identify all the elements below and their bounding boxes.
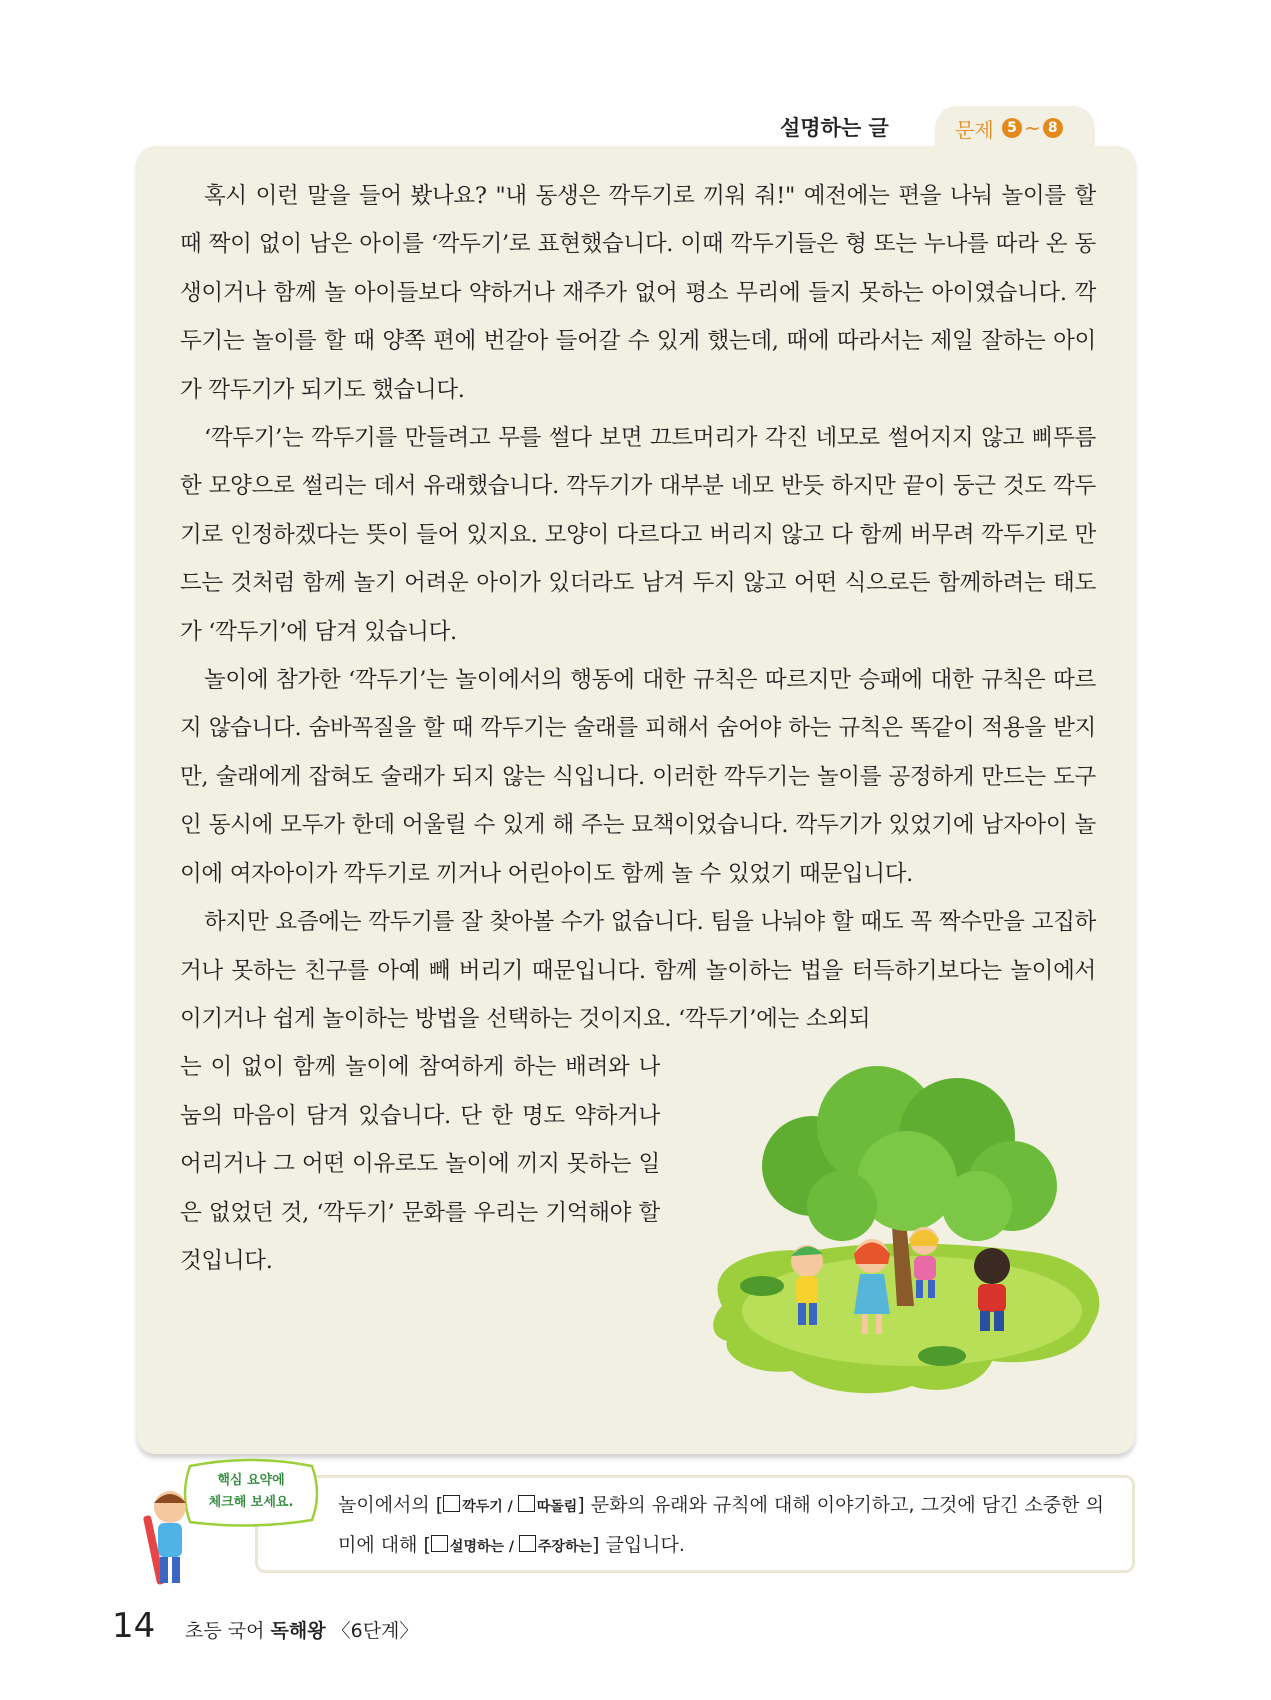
option-a-separator: / [502, 1499, 518, 1515]
option-a1-checkbox[interactable] [443, 1495, 460, 1512]
option-a1-label: 깍두기 [462, 1499, 503, 1515]
option-b2-checkbox[interactable] [519, 1535, 536, 1552]
problem-label: 문제 [955, 117, 994, 142]
summary-part1: 놀이에서의 [ [338, 1494, 444, 1516]
children-tree-illustration [692, 1056, 1112, 1416]
paragraph-2: ‘깍두기’는 깍두기를 만들려고 무를 썰다 보면 끄트머리가 각진 네모로 썰어지지 않고 삐뚜름한 모양으로 썰리는 데서 유래했습니다. 깍두기가 대부분 네모 반듯 하지만 끝이 둥근 것도 깍두기로 인정하겠다는 뜻이 들어 있지요. 모양이 다르다고 버리지 않고 다 함께 버무려 깍두기로 만드는 것처럼 함께 놀기 어려운 아이가 있더라도 남겨 두지 않고 어떤 식으로든 함께하려는 태도가 ‘깍두기’에 담겨 있습니다. [180, 425, 1096, 645]
paragraph-1: 혹시 이런 말을 들어 봤나요? "내 동생은 깍두기로 끼워 줘!" 예전에는 편을 나눠 놀이를 할 때 짝이 없이 남은 아이를 ‘깍두기’로 표현했습니다. 이때 깍두기들은 형 또는 누나를 따라 온 동생이거나 함께 놀 아이들보다 약하거나 재주가 없어 평소 무리에 들지 못하는 아이였습니다. 깍두기는 놀이를 할 때 양쪽 편에 번갈아 들어갈 수 있게 했는데, 때에 따라서는 제일 잘하는 아이가 깍두기가 되기도 했습니다. [180, 183, 1096, 403]
bubble-text [186, 1470, 316, 1514]
book-title [185, 1616, 418, 1643]
genre-label: 설명하는 글 [780, 116, 889, 140]
book-level: 〈6단계〉 [331, 1620, 419, 1642]
book-prefix: 초등 국어 [185, 1620, 271, 1642]
paragraph-3: 놀이에 참가한 ‘깍두기’는 놀이에서의 행동에 대한 규칙은 따르지만 승패에 대한 규칙은 따르지 않습니다. 숨바꼭질을 할 때 깍두기는 술래를 피해서 숨어야 하는 규칙은 똑같이 적용을 받지만, 술래에게 잡혀도 술래가 되지 않는 식입니다. 이러한 깍두기는 놀이를 공정하게 만드는 도구인 동시에 모두가 한데 어울릴 수 있게 해 주는 묘책이었습니다. 깍두기가 있었기에 남자아이 놀이에 여자아이가 깍두기로 끼거나 어린아이도 함께 놀 수 있었기 때문입니다. [180, 667, 1096, 887]
option-b1-checkbox[interactable] [431, 1535, 448, 1552]
summary-part3: ] 글입니다. [592, 1534, 685, 1556]
option-b1-label: 설명하는 [449, 1539, 505, 1555]
book-title-bold: 독해왕 [270, 1620, 326, 1642]
passage-panel [137, 146, 1135, 1454]
summary-text [338, 1486, 1118, 1566]
paragraph-4-continued: 는 이 없이 함께 놀이에 참여하게 하는 배려와 나눔의 마음이 담겨 있습니다. 단 한 명도 약하거나 어리거나 그 어떤 이유로도 놀이에 끼지 못하는 일은 없었던 것, ‘깍두기’ 문화를 우리는 기억해야 할 것입니다. [180, 1054, 660, 1274]
summary-box [255, 1475, 1135, 1573]
problem-end-badge: 8 [1043, 118, 1063, 138]
summary-part2: ] 문화의 유래와 규칙에 대해 이야기하고, 그것에 담긴 소중한 의미에 대해 [ [338, 1494, 1104, 1556]
page-number: 14 [112, 1606, 156, 1646]
problem-range-separator: ~ [1024, 116, 1041, 140]
option-a2-checkbox[interactable] [518, 1495, 535, 1512]
bubble-line-1: 핵심 요약에 [217, 1473, 285, 1488]
option-b2-label: 주장하는 [537, 1539, 593, 1555]
pencil-kid-icon [140, 1485, 200, 1595]
problem-range-tab [935, 106, 1095, 150]
option-b-separator: / [504, 1539, 519, 1555]
problem-start-badge: 5 [1002, 118, 1022, 138]
bubble-line-2: 체크해 보세요. [208, 1495, 294, 1510]
option-a2-label: 따돌림 [536, 1499, 578, 1515]
paragraph-4: 하지만 요즘에는 깍두기를 잘 찾아볼 수가 없습니다. 팀을 나눠야 할 때도 꼭 짝수만을 고집하거나 못하는 친구를 아예 빼 버리기 때문입니다. 함께 놀이하는 법을 터득하기보다는 놀이에서 이기거나 쉽게 놀이하는 방법을 선택하는 것이지요. ‘깍두기’에는 소외되 [180, 909, 1096, 1032]
